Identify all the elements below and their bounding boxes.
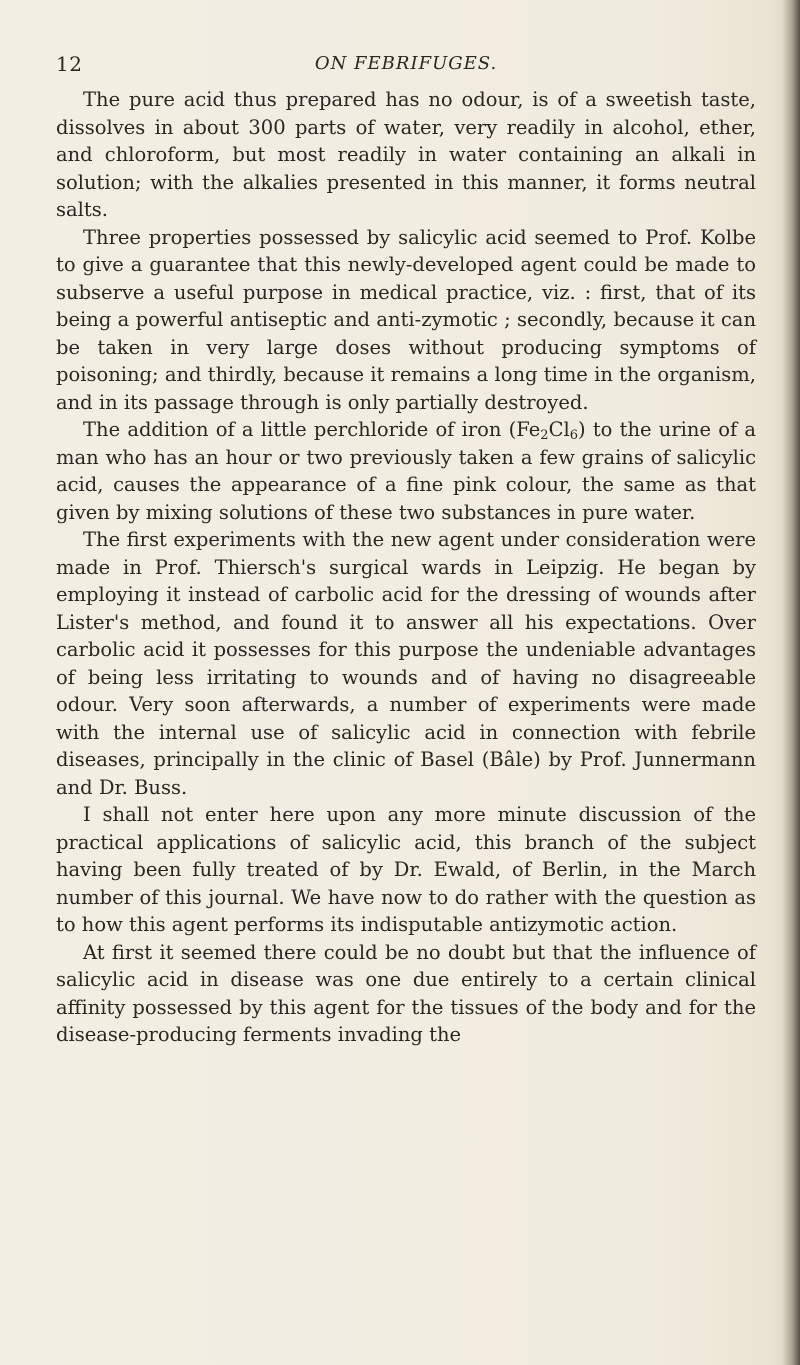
formula-cl: Cl bbox=[548, 418, 570, 441]
paragraph-3 bbox=[56, 416, 756, 526]
body-text bbox=[56, 86, 756, 1049]
formula-subscript-2: 2 bbox=[540, 428, 549, 443]
running-title: ON FEBRIFUGES. bbox=[314, 53, 498, 74]
page-binding-shadow bbox=[782, 0, 800, 1365]
page-header bbox=[56, 52, 756, 82]
paragraph-3-before: The addition of a little perchloride of iron (Fe bbox=[83, 418, 541, 441]
paragraph-1: The pure acid thus prepared has no odour, is of a sweetish taste, dissolves in about 300 parts of water, very readily in alcohol, ether, and chloroform, but most readily in water containing an alkali in solution; with the alkalies presented in this manner, it forms neutral salts. bbox=[56, 88, 756, 221]
formula-subscript-6: 6 bbox=[569, 428, 579, 443]
paragraph-3-after: ) to the urine of a man who has an hour or two previously taken a few grains of salicylic acid, causes the appearance of a fine pink colour, the same as that given by mixing solutions of these two substances in pure water. bbox=[56, 418, 756, 524]
page-number: 12 bbox=[56, 52, 83, 76]
paragraph-2: Three properties possessed by salicylic acid seemed to Prof. Kolbe to give a guarantee that this newly-developed agent could be made to subserve a useful purpose in medical practice, viz. : first, that of its being a powerful antiseptic and anti-zymotic ; secondly, because it can be taken in very large doses without producing symptoms of poisoning; and thirdly, because it remains a long time in the organism, and in its passage through is only partially destroyed. bbox=[56, 225, 756, 414]
paragraph-5: I shall not enter here upon any more minute discussion of the practical applications of salicylic acid, this branch of the subject having been fully treated of by Dr. Ewald, of Berlin, in the March number of this journal. We have now to do rather with the question as to how this agent performs its indisputable antizymotic action. bbox=[56, 803, 756, 936]
paragraph-6: At first it seemed there could be no doubt but that the influence of salicylic acid in disease was one due entirely to a certain clinical affinity possessed by this agent for the tissues of the body and for the disease-producing ferments invading the bbox=[56, 940, 756, 1046]
paragraph-4: The first experiments with the new agent under consideration were made in Prof. Thiersch's surgical wards in Leipzig. He began by employing it instead of carbolic acid for the dressing of wounds after Lister's method, and found it to answer all his expectations. Over carbolic acid it possesses for this purpose the undeniable advantages of being less irritating to wounds and of having no disagreeable odour. Very soon afterwards, a number of experiments were made with the internal use of salicylic acid in connection with febrile diseases, principally in the clinic of Basel (Bâle) by Prof. Junnermann and Dr. Buss. bbox=[56, 528, 756, 799]
